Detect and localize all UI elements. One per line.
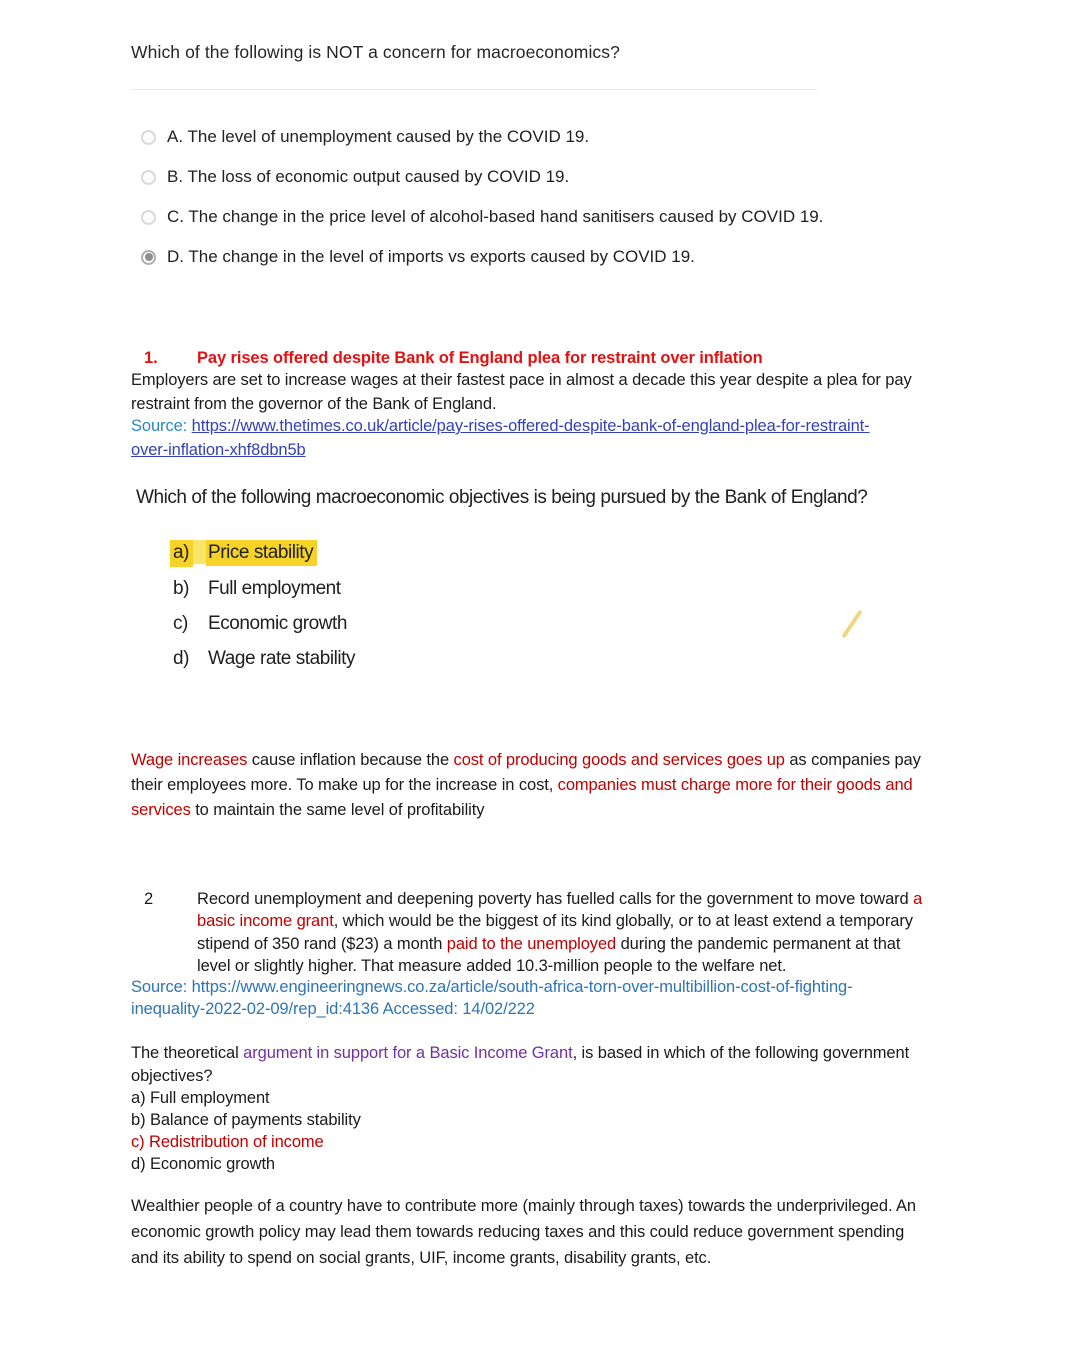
text-segment: Source: (131, 417, 192, 435)
option-gap (193, 611, 206, 635)
text-segment: b) Balance of payments stability (131, 1111, 361, 1129)
option-label: Full employment (208, 578, 341, 599)
option-label: Wage rate stability (208, 648, 356, 669)
explanation2-line: and its ability to spend on social grants, UIF, income grants, disability grants, etc. (131, 1249, 712, 1267)
article2-line (197, 957, 786, 976)
question2-option-c (170, 611, 351, 638)
article1-body-line: restraint from the governor of the Bank of England. (131, 395, 497, 413)
quiz-option-c[interactable] (141, 206, 823, 228)
option-gap (193, 576, 206, 600)
article2-line (197, 912, 913, 931)
text-segment: cost of producing goods and services goes up (453, 751, 785, 769)
text-segment: companies must charge more for their goods and (557, 776, 913, 794)
article1-number: 1. (144, 349, 158, 367)
text-segment: paid to the unemployed (446, 935, 617, 953)
article2-line (197, 935, 900, 954)
question3-option-c (131, 1133, 324, 1152)
option-gap (193, 646, 206, 670)
source-link[interactable]: over-inflation-xhf8dbn5b (131, 441, 306, 459)
article1-heading (144, 349, 763, 368)
option-marker: c) (173, 613, 188, 634)
text-segment: The theoretical (131, 1044, 244, 1062)
text-segment: basic income grant (197, 912, 334, 930)
option-marker: d) (173, 648, 189, 669)
text-segment: stipend of 350 rand ($23) a month (197, 935, 447, 953)
article2-source-line: inequality-2022-02-09/rep_id:4136 Accessed: 14/02/222 (131, 1000, 535, 1018)
question3-text-line: objectives? (131, 1067, 213, 1085)
article2-line (197, 890, 922, 909)
text-segment: their employees more. To make up for the increase in cost, (131, 776, 558, 794)
question3-option-a (131, 1089, 270, 1108)
question3-option-d (131, 1155, 275, 1174)
explanation1-line (131, 801, 484, 820)
text-segment: during the pandemic permanent at that (616, 935, 901, 953)
article1-heading-text: Pay rises offered despite Bank of England plea for restraint over inflation (197, 349, 763, 367)
text-segment: level or slightly higher. That measure added 10.3-million people to the welfare net. (197, 957, 787, 975)
option-gap (193, 540, 206, 564)
quiz-option-label[interactable]: B. The loss of economic output caused by COVID 19. (167, 167, 570, 186)
text-segment: Record unemployment and deepening poverty has fuelled calls for the government to move toward (197, 890, 914, 908)
quiz-option-d[interactable] (141, 246, 695, 268)
radio-button[interactable] (141, 170, 156, 185)
question2-option-a (170, 540, 317, 567)
question3-option-b (131, 1111, 361, 1130)
question-divider (130, 89, 817, 90)
explanation1-line (131, 751, 921, 770)
radio-button[interactable] (141, 130, 156, 145)
quiz-option-label[interactable]: A. The level of unemployment caused by the COVID 19. (167, 127, 590, 146)
explanation1-line (131, 776, 913, 795)
quiz-option-label[interactable]: C. The change in the price level of alcohol-based hand sanitisers caused by COVID 19. (167, 207, 824, 226)
explanation2-line: economic growth policy may lead them towards reducing taxes and this could reduce government spending (131, 1223, 905, 1241)
quiz-option-b[interactable] (141, 166, 569, 188)
text-segment: as companies pay (784, 751, 921, 769)
question2-option-b (170, 576, 345, 603)
option-marker: b) (173, 578, 189, 599)
text-segment: a (913, 890, 923, 908)
text-segment: services (131, 801, 191, 819)
text-segment: Wage increases (131, 751, 248, 769)
radio-button[interactable] (141, 210, 156, 225)
question3-text-line (131, 1044, 909, 1063)
radio-button-selected[interactable] (141, 250, 156, 265)
quiz-option-a[interactable] (141, 126, 589, 148)
text-segment: argument in support for a Basic Income Grant (243, 1044, 573, 1062)
option-label: Price stability (206, 540, 317, 566)
text-segment: cause inflation because the (247, 751, 454, 769)
option-marker: a) (170, 540, 193, 567)
article2-source-line: Source: https://www.engineeringnews.co.za/article/south-africa-torn-over-multibillion-cost-of-fighting- (131, 978, 853, 996)
quiz-option-label[interactable]: D. The change in the level of imports vs exports caused by COVID 19. (167, 247, 695, 266)
text-segment: c) Redistribution of income (131, 1133, 324, 1151)
quiz-question-title: Which of the following is NOT a concern for macroeconomics? (131, 42, 620, 62)
text-segment: d) Economic growth (131, 1155, 276, 1173)
question2-option-d (170, 646, 359, 673)
question2-text: Which of the following macroeconomic objectives is being pursued by the Bank of England? (136, 487, 868, 508)
text-segment: to maintain the same level of profitability (190, 801, 485, 819)
option-label: Economic growth (208, 613, 347, 634)
pencil-mark-annotation (841, 610, 862, 639)
article2-number: 2 (144, 890, 154, 908)
source-link[interactable]: https://www.thetimes.co.uk/article/pay-rises-offered-despite-bank-of-england-plea-for-restraint- (191, 417, 870, 435)
explanation2-line: Wealthier people of a country have to contribute more (mainly through taxes) towards the underprivileged. An (131, 1197, 917, 1215)
article1-source-line (131, 417, 870, 436)
article1-source-line (131, 441, 306, 460)
text-segment: , which would be the biggest of its kind globally, or to at least extend a temporary (333, 912, 913, 930)
text-segment: , is based in which of the following government (572, 1044, 910, 1062)
text-segment: a) Full employment (131, 1089, 270, 1107)
article1-body-line: Employers are set to increase wages at their fastest pace in almost a decade this year despite a plea for pay (131, 371, 912, 389)
